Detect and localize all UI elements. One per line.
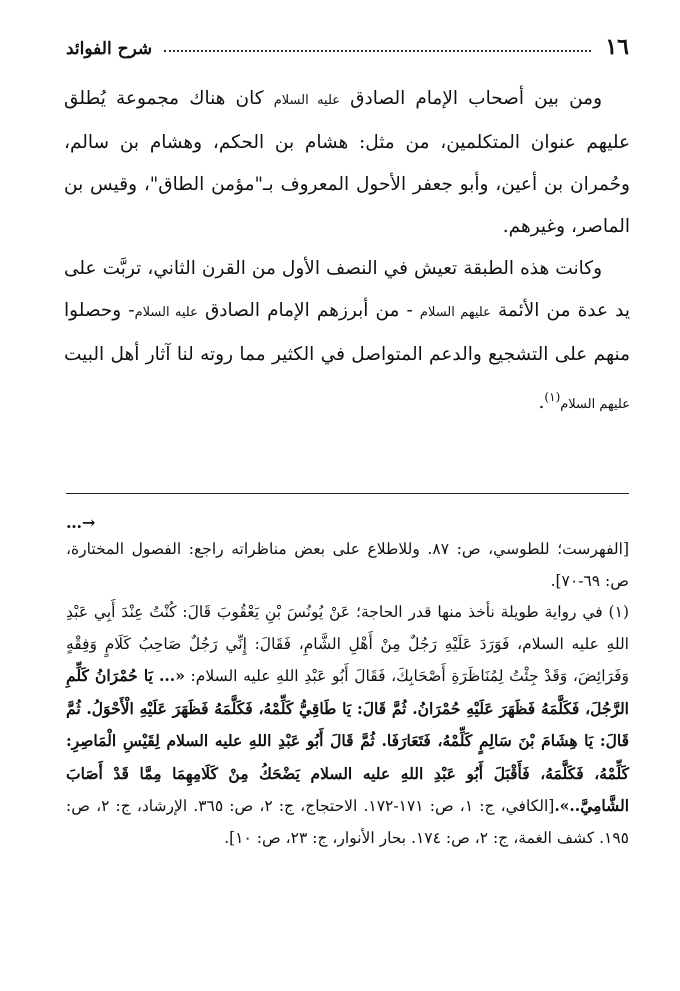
footnote-separator: [66, 493, 629, 494]
footnote-1-intro: (١) في رواية طويلة نأخذ منها قدر الحاجة؛ عَنْ يُونُسَ بْنِ يَعْقُوبَ قَالَ: كُنْتُ عِنْدَ أَبِي عَبْدِ اللهِ عليه السلام، فَوَرَدَ عَلَيْهِ رَجُلٌ مِنْ أَهْلِ الشَّامِ، فَقَالَ: إِنِّي رَجُلٌ صَاحِبُ كَلَامٍ وَفِقْهٍ وَفَرَائِضَ، وَقَدْ جِئْتُ لِمُنَاظَرَةِ أَصْحَابِكَ، فَقَالَ أَبُو عَبْدِ اللهِ عليه السلام:: [66, 603, 629, 685]
paragraph-2: وكانت هذه الطبقة تعيش في النصف الأول من القرن الثاني، تربَّت على يد عدة من الأئمة عليهم السلام - من أبرزهم الإمام الصادق عليه السلام- وحصلوا منهم على التشجيع والدعم المتواصل في الكثير مما روته لنا آثار أهل البيت عليهم السلام$^{(١)}$.: [64, 258, 630, 414]
continued-arrow-icon: …→: [66, 513, 96, 532]
honorific-glyph: عليه السلام: [134, 305, 198, 320]
honorific-glyph: عليه السلام: [273, 93, 341, 108]
paragraph-1: ومن بين أصحاب الإمام الصادق عليه السلام كان هناك مجموعة يُطلق عليهم عنوان المتكلمين، من مثل: هشام بن الحكم، وهشام بن سالم، وحُمران بن أعين، وأبو جعفر الأحول المعروف بـ"مؤمن الطاق"، وقيس بن الماصر، وغيرهم.: [64, 88, 630, 237]
footnote-reference[interactable]: (١): [544, 390, 561, 404]
footnotes: [66, 512, 629, 854]
page-number: ١٦: [605, 34, 629, 60]
footnote-continuation: [الفهرست؛ للطوسي، ص: ٨٧. وللاطلاع على بعض مناظراته راجع: الفصول المختارة، ص: ٦٩-٧٠].: [66, 540, 629, 590]
header-dotted-leader: [164, 50, 591, 52]
book-title: شرح الفوائد: [66, 39, 153, 59]
honorific-glyph: عليهم السلام: [560, 397, 630, 413]
footnote-1-sources: [الكافي، ج: ١، ص: ١٧١-١٧٢. الاحتجاج، ج: ٢، ص: ٣٦٥. الإرشاد، ج: ٢، ص: ١٩٥. كشف الغمة، ج: ٢، ص: ١٧٤. بحار الأنوار، ج: ٢٣، ص: ١٠].: [66, 797, 629, 847]
footnote-1: [66, 597, 629, 854]
honorific-glyph: عليهم السلام: [419, 305, 491, 320]
main-text: [64, 78, 630, 426]
page-header: [66, 20, 629, 58]
footnote-1-hadith: «... يَا حُمْرَانُ كَلِّمِ الرَّجُلَ، فَكَلَّمَهُ فَظَهَرَ عَلَيْهِ حُمْرَانُ. ثُمَّ قَالَ: يَا طَاقِيُّ كَلِّمْهُ، فَكَلَّمَهُ فَظَهَرَ عَلَيْهِ الْأَحْوَلُ. ثُمَّ قَالَ: يَا هِشَامَ بْنَ سَالِمٍ كَلِّمْهُ، فَتَعَارَفَا. ثُمَّ قَالَ أَبُو عَبْدِ اللهِ عليه السلام لِقَيْسِ الْمَاصِرِ: كَلِّمْهُ، فَكَلَّمَهُ، فَأَقْبَلَ أَبُو عَبْدِ اللهِ عليه السلام يَضْحَكُ مِنْ كَلَامِهِمَا مِمَّا قَدْ أَصَابَ الشَّامِيَّ..».: [66, 666, 630, 815]
